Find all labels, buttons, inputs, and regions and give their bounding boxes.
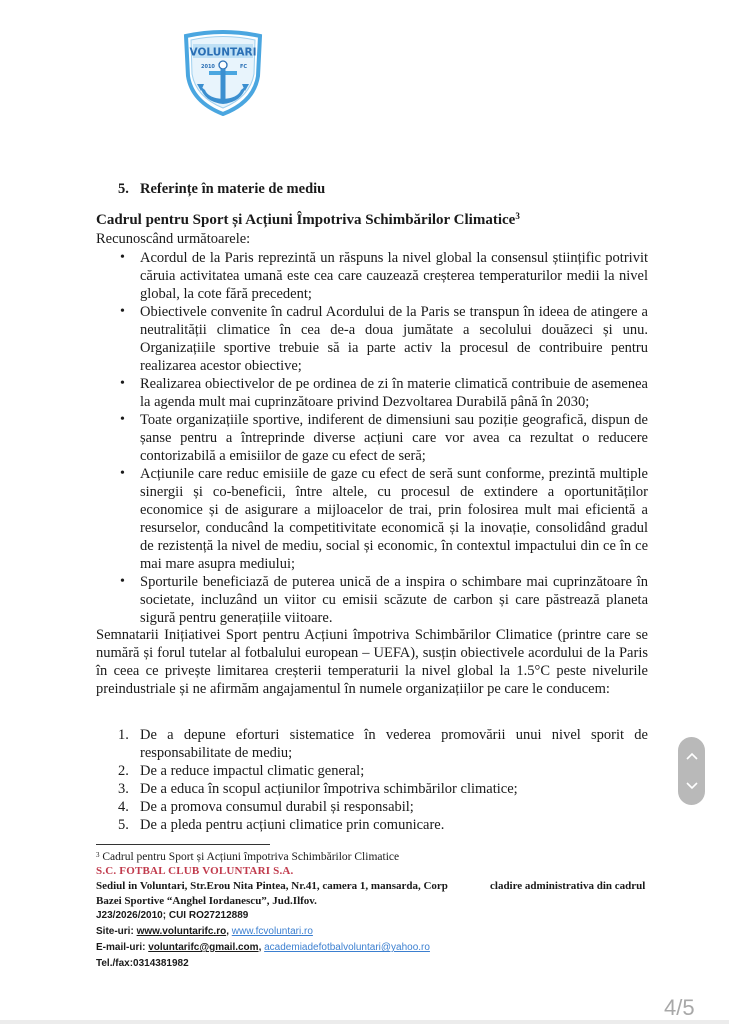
list-item-text: Realizarea obiectivelor de pe ordinea de zi în materie climatică contribuie de asemenea la agenda mult mai cuprinzătoare privind Dezvoltarea Durabilă până în 2030; [140,376,648,410]
list-item-text: Acțiunile care reduc emisiile de gaze cu efect de seră sunt conforme, prezintă multiple sinergii și co-beneficii, între altele, cu procesul de extindere a oportunităților economice și de asigurare a mijloacelor de trai, prin folosirea mult mai eficientă a resurselor, conducând la competitivitate economică și la inovație, consolidând gradul de rezistență la nivel de mediu, social și economic, în contextul impactului din ce în ce mai mare asupra mediului; [140,466,648,572]
list-item [118,303,648,375]
bullet-icon: • [120,376,125,391]
footnote-reference[interactable]: 3 [515,211,520,221]
list-item-text: De a depune eforturi sistematice în vederea promovării unui nivel sporit de responsabilitate de mediu; [140,727,648,761]
list-item [118,465,648,573]
bullet-icon: • [120,250,125,265]
bullet-icon: • [120,412,125,427]
footnote-text: Cadrul pentru Sport și Acțiuni împotriva Schimbărilor Climatice [102,851,400,863]
bullet-icon: • [120,574,125,589]
svg-text:FC: FC [240,64,248,70]
svg-text:2010: 2010 [201,64,215,70]
list-item-text: De a promova consumul durabil și responsabil; [140,799,414,815]
footnote [96,851,399,863]
list-number: 4. [118,799,129,815]
list-item [118,798,648,816]
address-line-2: Bazei Sportive “Anghel Iordanescu”, Jud.Ilfov. [96,895,317,907]
section-title: Referințe în materie de mediu [140,181,326,197]
emails [96,942,430,953]
commitments-list [118,726,648,834]
list-item [118,816,648,834]
list-item-text: De a pleda pentru acțiuni climatice prin comunicare. [140,817,445,833]
shield-anchor-icon [182,30,264,116]
bullet-icon: • [120,304,125,319]
list-item-text: Acordul de la Paris reprezintă un răspuns la nivel global la consensul științific potrivit căruia activitatea umană este cea care cauzează creșterea temperaturilor medii la nivel global, la cote fără precedent; [140,250,648,302]
bottom-edge [0,1020,729,1024]
telephone-fax: Tel./fax:0314381982 [96,958,189,969]
bullet-icon: • [120,466,125,481]
website-link-2[interactable]: www.fcvoluntari.ro [231,926,313,937]
list-item [118,762,648,780]
list-item [118,411,648,465]
list-item [118,726,648,762]
list-number: 5. [118,817,129,833]
list-item-text: Sporturile beneficiază de puterea unică de a inspira o schimbare mai cuprinzătoare în societate, incluzând un viitor cu emisii scăzute de carbon și care păstrează planeta sigură pentru generațiile viitoare. [140,574,648,626]
page-indicator: 4/5 [664,995,695,1020]
chevron-up-icon [686,752,698,760]
list-item-text: De a educa în scopul acțiunilor împotriva schimbărilor climatice; [140,781,518,797]
recognition-list [118,249,648,627]
emails-label: E-mail-uri: [96,942,149,953]
subheading-text: Cadrul pentru Sport și Acțiuni Împotriva Schimbărilor Climatice [96,212,516,228]
email-link-2[interactable]: academiadefotbalvoluntari@yahoo.ro [264,942,430,953]
list-item-text: Toate organizațiile sportive, indiferent de dimensiuni sau poziție geografică, dispun de șanse pentru a întreprinde diverse acțiuni care vor avea ca rezultat o reducere contorizabilă a emisiilor de gaze cu efect de seră; [140,412,648,464]
websites-label: Site-uri: [96,926,137,937]
scroll-down-button[interactable] [678,771,705,801]
page-scroll-control[interactable] [678,737,705,805]
club-logo [182,30,264,116]
list-item [118,573,648,627]
section-number: 5. [118,181,129,197]
address-line-1-right: cladire administrativa din cadrul [490,880,646,892]
footnote-divider [96,844,270,845]
list-item-text: Obiectivele convenite în cadrul Acordului de la Paris se transpun în ideea de atingere a neutralității climatice în cea de-a doua jumătate a secolului douăzeci și unu. Organizațiile sportive trebuie să ia parte activ la procesul de contribuire pentru realizarea acestor obiective; [140,304,648,374]
scroll-up-button[interactable] [678,741,705,771]
list-number: 2. [118,763,129,779]
website-link-1[interactable]: www.voluntarifc.ro [136,926,227,937]
list-item [118,375,648,411]
separator: , [258,942,265,953]
section-heading [118,181,325,198]
address-line-1: Sediul in Voluntari, Str.Erou Nita Pintea, Nr.41, camera 1, mansarda, Corp [96,880,448,892]
websites [96,926,313,937]
chevron-down-icon [686,782,698,790]
intro-text: Recunoscând următoarele: [96,231,251,247]
list-item [118,780,648,798]
registration-info: J23/2026/2010; CUI RO27212889 [96,910,249,921]
company-name: S.C. FOTBAL CLUB VOLUNTARI S.A. [96,865,294,877]
email-link-1[interactable]: voluntarifc@gmail.com [148,942,259,953]
list-number: 1. [118,727,129,743]
subheading [96,212,520,229]
signatories-paragraph: Semnatarii Inițiativei Sport pentru Acțiuni împotriva Schimbărilor Climatice (printre care se numără și forul tutelar al fotbalului european – UEFA), susțin obiectivele acordului de la Paris în ceea ce privește limitarea creșterii temperaturii la nivel global la 1.5°C peste nivelurile preindustriale și ne afirmăm angajamentul în numele organizațiilor pe care le conducem: [96,627,648,697]
list-item [118,249,648,303]
list-item-text: De a reduce impactul climatic general; [140,763,365,779]
footnote-number: 3 [96,851,100,859]
list-number: 3. [118,781,129,797]
svg-text:VOLUNTARI: VOLUNTARI [189,46,257,59]
separator: , [226,926,232,937]
